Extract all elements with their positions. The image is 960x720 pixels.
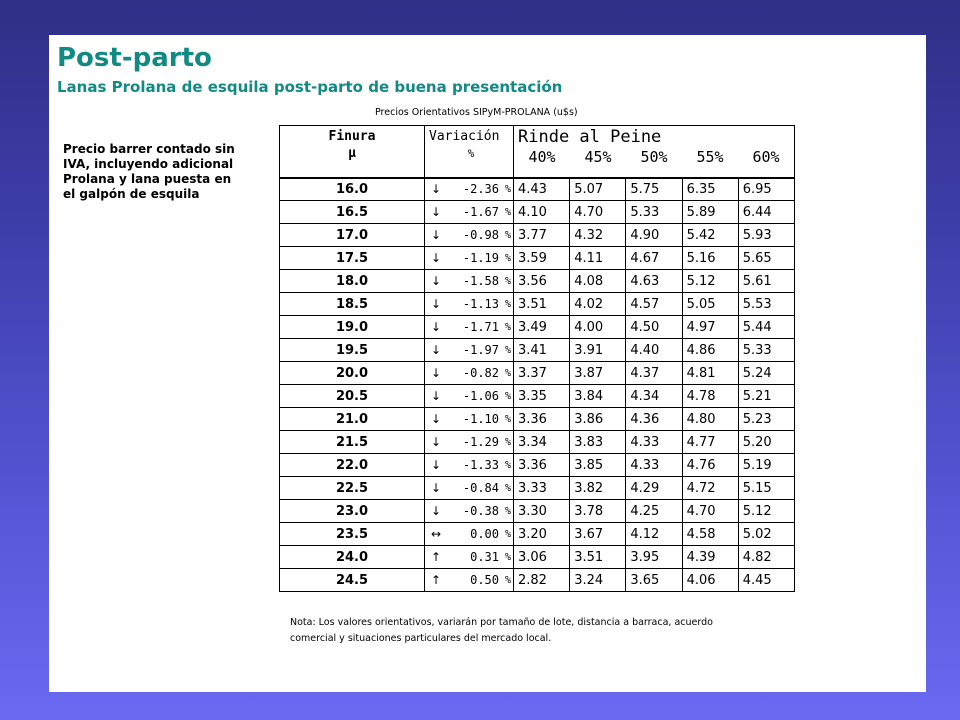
price-cell-40: 3.33 [514, 477, 570, 500]
price-cell-60: 5.02 [738, 523, 794, 546]
price-cell-45: 4.32 [570, 224, 626, 247]
variacion-percent-sign: % [504, 574, 511, 586]
finura-cell: 18.5 [280, 293, 425, 316]
price-cell-60: 5.21 [738, 385, 794, 408]
price-cell-45: 4.70 [570, 201, 626, 224]
price-cell-50: 4.34 [626, 385, 682, 408]
price-cell-60: 4.82 [738, 546, 794, 569]
variacion-cell [425, 362, 514, 385]
arrow-down-icon: ↓ [431, 228, 442, 242]
price-cell-40: 3.36 [514, 454, 570, 477]
table-row [280, 431, 795, 454]
variacion-value: -1.67 [462, 205, 499, 219]
finura-cell: 18.0 [280, 270, 425, 293]
arrow-down-icon: ↓ [431, 389, 442, 403]
price-cell-55: 4.80 [682, 408, 738, 431]
variacion-percent-sign: % [504, 275, 511, 287]
table-row [280, 385, 795, 408]
price-cell-50: 4.33 [626, 454, 682, 477]
variacion-percent-sign: % [504, 482, 511, 494]
variacion-cell [425, 500, 514, 523]
price-cell-50: 4.90 [626, 224, 682, 247]
variacion-value: -1.10 [462, 412, 499, 426]
arrow-down-icon: ↓ [431, 320, 442, 334]
price-cell-55: 5.12 [682, 270, 738, 293]
header-variacion-unit: % [467, 147, 475, 160]
price-cell-40: 3.06 [514, 546, 570, 569]
finura-cell: 23.5 [280, 523, 425, 546]
price-cell-45: 3.87 [570, 362, 626, 385]
price-cell-50: 4.40 [626, 339, 682, 362]
variacion-value: 0.00 [470, 527, 499, 541]
variacion-cell [425, 316, 514, 339]
price-cell-45: 3.24 [570, 569, 626, 592]
variacion-percent-sign: % [504, 206, 511, 218]
variacion-percent-sign: % [504, 528, 511, 540]
finura-cell: 16.0 [280, 178, 425, 201]
price-cell-55: 4.97 [682, 316, 738, 339]
variacion-percent-sign: % [504, 436, 511, 448]
variacion-cell [425, 546, 514, 569]
price-cell-55: 4.39 [682, 546, 738, 569]
arrow-up-icon: ↑ [431, 550, 442, 564]
price-cell-50: 4.57 [626, 293, 682, 316]
variacion-percent-sign: % [504, 344, 511, 356]
price-cell-40: 3.56 [514, 270, 570, 293]
table-row [280, 224, 795, 247]
price-cell-55: 6.35 [682, 178, 738, 201]
price-cell-55: 4.81 [682, 362, 738, 385]
price-cell-50: 4.67 [626, 247, 682, 270]
price-cell-40: 3.20 [514, 523, 570, 546]
variacion-value: -1.58 [462, 274, 499, 288]
variacion-value: 0.31 [470, 550, 499, 564]
arrow-down-icon: ↓ [431, 251, 442, 265]
price-table-body [280, 126, 795, 592]
price-cell-40: 3.34 [514, 431, 570, 454]
variacion-cell [425, 454, 514, 477]
price-cell-40: 2.82 [514, 569, 570, 592]
table-row [280, 270, 795, 293]
arrow-down-icon: ↓ [431, 366, 442, 380]
price-cell-50: 4.25 [626, 500, 682, 523]
table-row [280, 339, 795, 362]
variacion-cell [425, 431, 514, 454]
header-yield-60: 60% [752, 148, 780, 166]
price-cell-60: 5.19 [738, 454, 794, 477]
header-finura [280, 126, 425, 178]
variacion-cell [425, 201, 514, 224]
variacion-value: -1.97 [462, 343, 499, 357]
header-yield-40: 40% [528, 148, 556, 166]
price-cell-60: 5.93 [738, 224, 794, 247]
price-cell-60: 5.20 [738, 431, 794, 454]
price-cell-45: 3.78 [570, 500, 626, 523]
variacion-cell [425, 569, 514, 592]
price-cell-50: 5.75 [626, 178, 682, 201]
variacion-percent-sign: % [504, 229, 511, 241]
price-cell-45: 3.91 [570, 339, 626, 362]
finura-cell: 24.0 [280, 546, 425, 569]
price-cell-50: 4.37 [626, 362, 682, 385]
price-cell-60: 5.61 [738, 270, 794, 293]
variacion-cell [425, 247, 514, 270]
finura-cell: 21.0 [280, 408, 425, 431]
price-cell-50: 3.65 [626, 569, 682, 592]
price-cell-40: 3.41 [514, 339, 570, 362]
variacion-cell [425, 293, 514, 316]
price-cell-50: 4.33 [626, 431, 682, 454]
header-yield-45: 45% [584, 148, 612, 166]
price-cell-45: 3.84 [570, 385, 626, 408]
table-row [280, 362, 795, 385]
price-cell-50: 3.95 [626, 546, 682, 569]
table-row [280, 408, 795, 431]
price-cell-50: 4.36 [626, 408, 682, 431]
variacion-percent-sign: % [504, 505, 511, 517]
table-row [280, 293, 795, 316]
arrow-down-icon: ↓ [431, 458, 442, 472]
header-finura-label: Finura [328, 129, 376, 144]
variacion-percent-sign: % [504, 183, 511, 195]
finura-cell: 19.5 [280, 339, 425, 362]
price-cell-60: 5.15 [738, 477, 794, 500]
price-cell-55: 5.42 [682, 224, 738, 247]
price-cell-50: 5.33 [626, 201, 682, 224]
variacion-percent-sign: % [504, 413, 511, 425]
finura-cell: 21.5 [280, 431, 425, 454]
price-cell-55: 4.70 [682, 500, 738, 523]
variacion-value: -1.13 [462, 297, 499, 311]
finura-cell: 20.5 [280, 385, 425, 408]
finura-cell: 19.0 [280, 316, 425, 339]
page-title: Post-parto [57, 43, 212, 73]
finura-cell: 17.0 [280, 224, 425, 247]
finura-cell: 17.5 [280, 247, 425, 270]
variacion-value: -0.38 [462, 504, 499, 518]
price-cell-60: 5.24 [738, 362, 794, 385]
price-table [279, 125, 795, 592]
table-row [280, 477, 795, 500]
table-row [280, 569, 795, 592]
price-cell-60: 5.12 [738, 500, 794, 523]
table-row [280, 454, 795, 477]
table-header-row [280, 126, 795, 178]
header-variacion [425, 126, 514, 178]
table-caption: Precios Orientativos SIPyM-PROLANA (u$s) [375, 107, 578, 118]
table-row [280, 201, 795, 224]
price-cell-40: 3.49 [514, 316, 570, 339]
price-cell-55: 5.16 [682, 247, 738, 270]
price-cell-50: 4.12 [626, 523, 682, 546]
price-cell-55: 5.05 [682, 293, 738, 316]
arrow-down-icon: ↓ [431, 435, 442, 449]
finura-cell: 16.5 [280, 201, 425, 224]
variacion-value: 0.50 [470, 573, 499, 587]
finura-cell: 24.5 [280, 569, 425, 592]
header-finura-unit: µ [348, 146, 356, 161]
arrow-down-icon: ↓ [431, 412, 442, 426]
price-cell-60: 5.23 [738, 408, 794, 431]
variacion-value: -2.36 [462, 182, 499, 197]
variacion-cell [425, 408, 514, 431]
variacion-cell [425, 178, 514, 201]
arrow-down-icon: ↓ [431, 297, 442, 311]
variacion-cell [425, 477, 514, 500]
variacion-value: -1.19 [462, 251, 499, 265]
arrow-down-icon: ↓ [431, 343, 442, 357]
header-rinde-label: Rinde al Peine [518, 127, 662, 147]
price-cell-55: 4.72 [682, 477, 738, 500]
variacion-value: -0.98 [462, 228, 499, 242]
finura-cell: 22.0 [280, 454, 425, 477]
finura-cell: 20.0 [280, 362, 425, 385]
variacion-value: -1.33 [462, 458, 499, 472]
variacion-percent-sign: % [504, 367, 511, 379]
price-cell-60: 5.53 [738, 293, 794, 316]
price-cell-45: 3.51 [570, 546, 626, 569]
arrow-down-icon: ↓ [431, 182, 442, 197]
price-cell-45: 3.83 [570, 431, 626, 454]
variacion-cell [425, 523, 514, 546]
price-cell-45: 5.07 [570, 178, 626, 201]
variacion-cell [425, 339, 514, 362]
price-cell-45: 4.02 [570, 293, 626, 316]
price-cell-55: 4.86 [682, 339, 738, 362]
price-cell-45: 4.00 [570, 316, 626, 339]
arrow-down-icon: ↓ [431, 481, 442, 495]
variacion-percent-sign: % [504, 298, 511, 310]
price-cell-60: 5.33 [738, 339, 794, 362]
variacion-percent-sign: % [504, 459, 511, 471]
price-cell-50: 4.63 [626, 270, 682, 293]
price-cell-60: 5.44 [738, 316, 794, 339]
variacion-cell [425, 385, 514, 408]
table-row [280, 546, 795, 569]
header-yields [514, 147, 794, 167]
price-cell-55: 4.06 [682, 569, 738, 592]
price-cell-40: 4.10 [514, 201, 570, 224]
price-cell-40: 3.77 [514, 224, 570, 247]
price-cell-40: 3.35 [514, 385, 570, 408]
price-cell-55: 4.76 [682, 454, 738, 477]
variacion-percent-sign: % [504, 321, 511, 333]
table-row [280, 316, 795, 339]
header-rinde [514, 126, 795, 178]
variacion-value: -0.82 [462, 366, 499, 380]
arrow-left-right-icon: ↔ [431, 527, 442, 541]
price-cell-55: 4.77 [682, 431, 738, 454]
variacion-value: -1.71 [462, 320, 499, 334]
price-cell-45: 3.67 [570, 523, 626, 546]
price-cell-45: 3.82 [570, 477, 626, 500]
variacion-percent-sign: % [504, 551, 511, 563]
variacion-cell [425, 224, 514, 247]
price-cell-40: 3.51 [514, 293, 570, 316]
price-cell-40: 3.30 [514, 500, 570, 523]
variacion-percent-sign: % [504, 390, 511, 402]
arrow-down-icon: ↓ [431, 504, 442, 518]
price-cell-50: 4.29 [626, 477, 682, 500]
table-row [280, 523, 795, 546]
header-variacion-label: Variación [429, 129, 500, 144]
price-cell-45: 3.85 [570, 454, 626, 477]
price-cell-55: 4.58 [682, 523, 738, 546]
price-cell-40: 4.43 [514, 178, 570, 201]
price-cell-60: 4.45 [738, 569, 794, 592]
variacion-percent-sign: % [504, 252, 511, 264]
price-cell-60: 6.44 [738, 201, 794, 224]
price-cell-40: 3.37 [514, 362, 570, 385]
header-yield-50: 50% [640, 148, 668, 166]
arrow-up-icon: ↑ [431, 573, 442, 587]
slide [49, 35, 926, 692]
variacion-value: -1.29 [462, 435, 499, 449]
variacion-value: -0.84 [462, 481, 499, 495]
price-cell-55: 4.78 [682, 385, 738, 408]
finura-cell: 22.5 [280, 477, 425, 500]
variacion-cell [425, 270, 514, 293]
price-cell-45: 3.86 [570, 408, 626, 431]
finura-cell: 23.0 [280, 500, 425, 523]
price-cell-45: 4.11 [570, 247, 626, 270]
price-cell-45: 4.08 [570, 270, 626, 293]
arrow-down-icon: ↓ [431, 205, 442, 219]
footnote: Nota: Los valores orientativos, variarán por tamaño de lote, distancia a barraca, acuerdo comercial y situaciones particulares del mercado local. [290, 617, 713, 644]
price-cell-60: 5.65 [738, 247, 794, 270]
price-cell-50: 4.50 [626, 316, 682, 339]
table-row [280, 178, 795, 201]
variacion-value: -1.06 [462, 389, 499, 403]
price-cell-60: 6.95 [738, 178, 794, 201]
arrow-down-icon: ↓ [431, 274, 442, 288]
price-conditions-note: Precio barrer contado sin IVA, incluyendo adicional Prolana y lana puesta en el galpón de esquila [63, 142, 235, 201]
price-cell-40: 3.59 [514, 247, 570, 270]
price-cell-40: 3.36 [514, 408, 570, 431]
table-row [280, 500, 795, 523]
page-subtitle: Lanas Prolana de esquila post-parto de buena presentación [57, 78, 563, 96]
table-row [280, 247, 795, 270]
price-cell-55: 5.89 [682, 201, 738, 224]
header-yield-55: 55% [696, 148, 724, 166]
